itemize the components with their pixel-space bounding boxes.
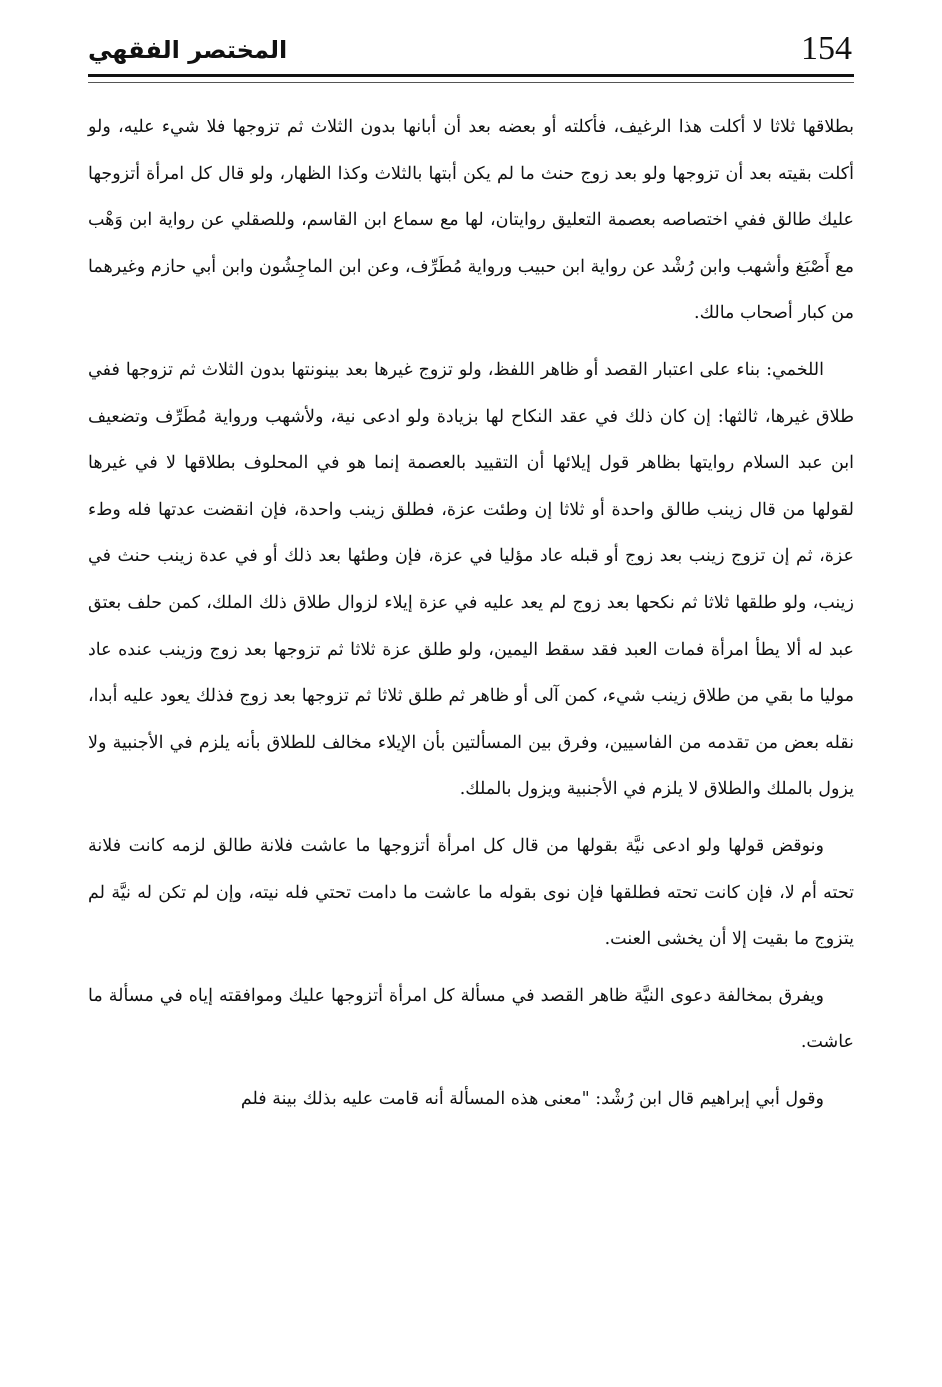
- paragraph-1: بطلاقها ثلاثا لا أكلت هذا الرغيف، فأكلته أو بعضه بعد أن أبانها بدون الثلاث ثم تزوجها فلا شيء عليه، ولو أكلت بقيته بعد أن تزوجها ولو بعد زوج حنث ما لم يكن أبتها بالثلاث وكذا الظهار، ولو قال كل امرأة أتزوجها عليك طالق ففي اختصاصه بعصمة التعليق روايتان، لها مع سماع ابن القاسم، وللصقلي عن رواية ابن وَهْب مع أَصْبَغ وأشهب وابن رُشْد عن رواية ابن حبيب ورواية مُطَرِّف، وعن ابن الماجِشُون وابن أبي حازم وغيرهما من كبار أصحاب مالك.: [88, 117, 854, 324]
- body-text: [88, 104, 854, 1132]
- paragraph-4: ويفرق بمخالفة دعوى النيَّة ظاهر القصد في مسألة كل امرأة أتزوجها عليك وموافقته إياه في مسألة ما عاشت.: [88, 985, 854, 1053]
- running-title: المختصر الفقهي: [88, 36, 288, 64]
- paragraph-5: وقول أبي إبراهيم قال ابن رُشْد: "معنى هذه المسألة أنه قامت عليه بذلك بينة فلم: [240, 1088, 824, 1109]
- page-number: 154: [801, 30, 852, 67]
- paragraph-2: اللخمي: بناء على اعتبار القصد أو ظاهر اللفظ، ولو تزوج غيرها بعد بينونتها بدون الثلاث ثم تزوجها ففي طلاق غيرها، ثالثها: إن كان ذلك في عقد النكاح لها بزيادة ولو ادعى نية، ولأشهب ورواية مُطَرِّف وتضعيف ابن عبد السلام روايتها بظاهر قول إيلائها أن التقييد بالعصمة إنما هو في المحلوف بطلاقها لا في غيرها لقولها من قال زينب طالق واحدة أو ثلاثا إن وطئت عزة، فطلق زينب واحدة، فإن انقضت عدتها فله وطء عزة، ثم إن تزوج زينب بعد زوج أو قبله عاد مؤليا في عزة، فإن وطئها بعد ذلك أو في عدة زينب حنث في زينب، ولو طلقها ثلاثا ثم نكحها بعد زوج لم يعد عليه في عزة إيلاء لزوال طلاق ذلك الملك، كمن حلف بعتق عبد له ألا يطأ امرأة فمات العبد فقد سقط اليمين، ولو طلق عزة ثلاثا ثم تزوجها بعد زوج وزينب عنده عاد موليا ما بقي من طلاق زينب شيء، كمن آلى أو ظاهر ثم طلق ثلاثا ثم تزوجها بعد زوج فذلك يعود عليه أبدا، نقله بعض من تقدمه من الفاسيين، وفرق بين المسألتين بأن الإيلاء مخالف للطلاق بأنه يلزم في الأجنبية ولا يزول بالملك والطلاق لا يلزم في الأجنبية ويزول بالملك.: [88, 359, 854, 800]
- header-rule: [88, 74, 854, 77]
- header-rule-thin: [88, 82, 854, 83]
- page-header: [88, 28, 852, 78]
- paragraph-3: ونوقض قولها ولو ادعى نيَّة بقولها من قال كل امرأة أتزوجها ما عاشت فلانة طالق لزمه كانت فلانة تحته أم لا، فإن كانت تحته فطلقها فإن نوى بقوله ما عاشت ما دامت تحتي فله نيته، وإن لم تكن له نيَّة لم يتزوج ما بقيت إلا أن يخشى العنت.: [88, 835, 854, 950]
